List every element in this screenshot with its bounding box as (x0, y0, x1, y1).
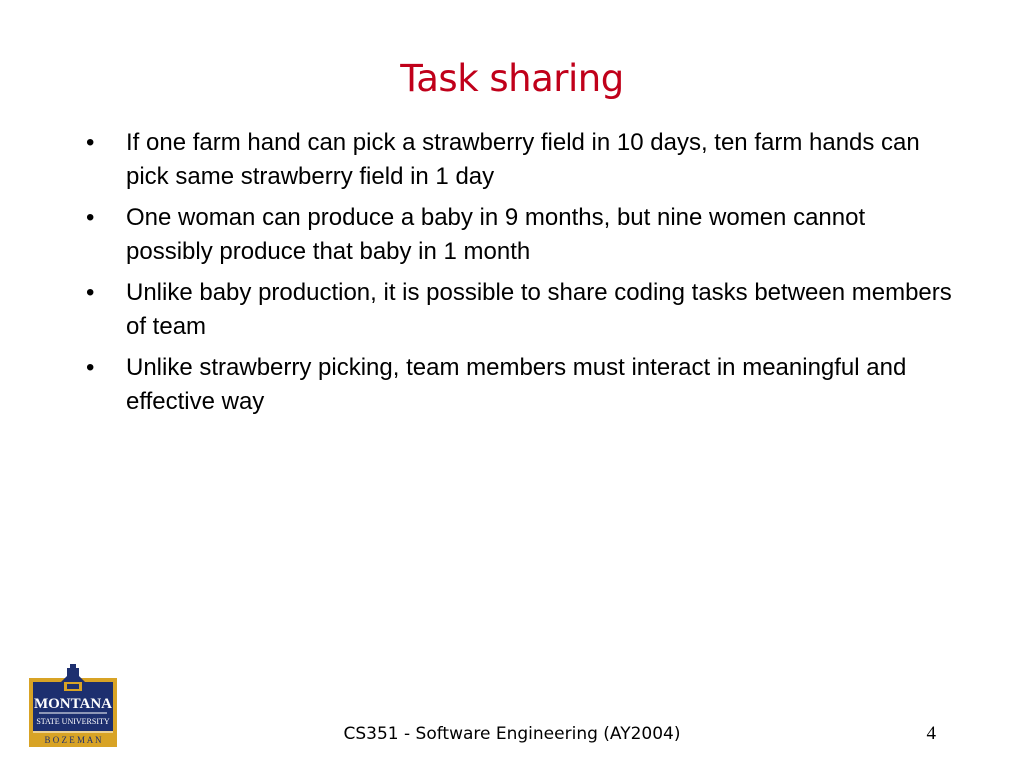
bullet-item (82, 126, 952, 194)
logo-line-1: MONTANA (33, 696, 113, 712)
bullet-item (82, 276, 952, 344)
bullet-text: One woman can produce a baby in 9 months, but nine women cannot possibly produce that baby in 1 month (126, 204, 866, 265)
bullet-list (82, 126, 952, 426)
bullet-text: Unlike strawberry picking, team members must interact in meaningful and effective way (126, 354, 907, 415)
bullet-glyph: • (86, 279, 95, 306)
bullet-glyph: • (86, 354, 95, 381)
logo-line-2: STATE UNIVERSITY (36, 717, 110, 726)
bullet-text: If one farm hand can pick a strawberry field in 10 days, ten farm hands can pick same strawberry field in 1 day (126, 129, 920, 190)
bullet-glyph: • (86, 204, 95, 231)
bullet-text: Unlike baby production, it is possible to share coding tasks between members of team (126, 279, 952, 340)
logo-line-3: B O Z E M A N (44, 735, 102, 745)
bullet-item (82, 201, 952, 269)
slide-title: Task sharing (400, 57, 624, 100)
page-number: 4 (926, 723, 936, 744)
slide-footer: CS351 - Software Engineering (AY2004) (343, 724, 681, 744)
bullet-glyph: • (86, 129, 95, 156)
bullet-item (82, 351, 952, 419)
